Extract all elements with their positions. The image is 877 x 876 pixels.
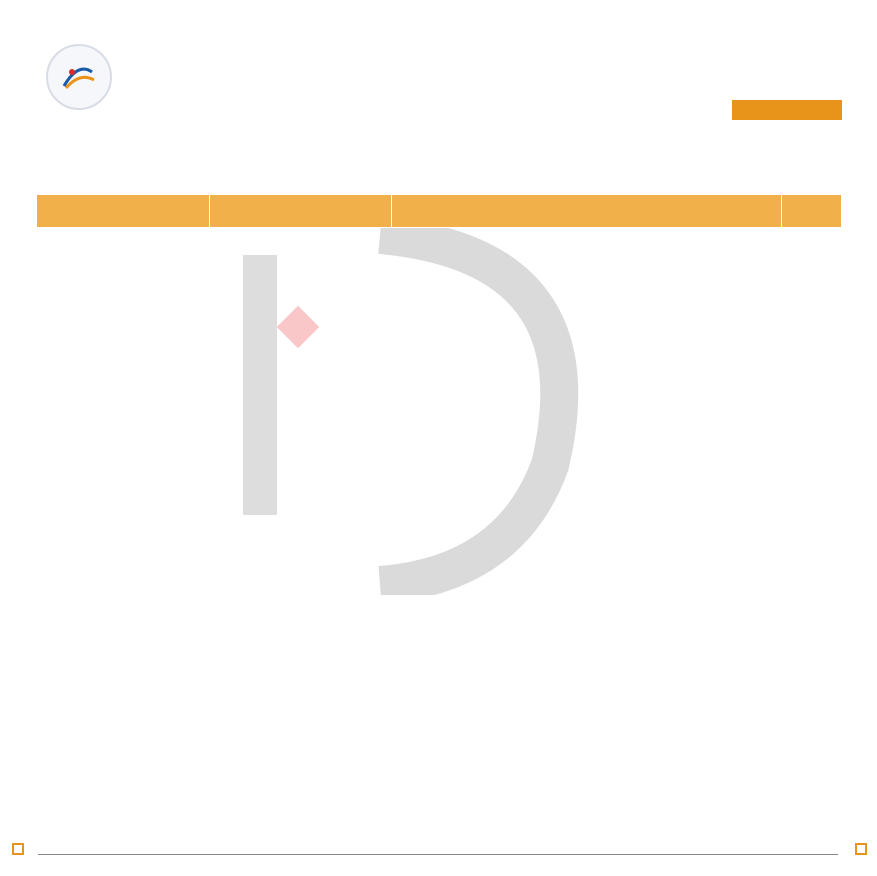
watermark [80, 215, 640, 595]
company-logo [46, 44, 112, 110]
highlight-diamond [277, 306, 319, 348]
corner-square-icon [855, 843, 867, 855]
items-table [36, 194, 842, 228]
corner-square-icon [12, 843, 24, 855]
table-header-row [37, 195, 842, 228]
round-badge [732, 100, 842, 120]
page-title [260, 38, 620, 94]
chem-pattern-right [849, 32, 871, 852]
logo-icon [58, 58, 98, 94]
header-strip [210, 0, 650, 12]
newspaper-date [6, 650, 34, 850]
chem-pattern-top [0, 14, 877, 34]
header-row-number [781, 195, 841, 228]
header-description [392, 195, 782, 228]
header-unit [37, 195, 210, 228]
header-quantity [209, 195, 392, 228]
footer-rule [38, 836, 838, 855]
